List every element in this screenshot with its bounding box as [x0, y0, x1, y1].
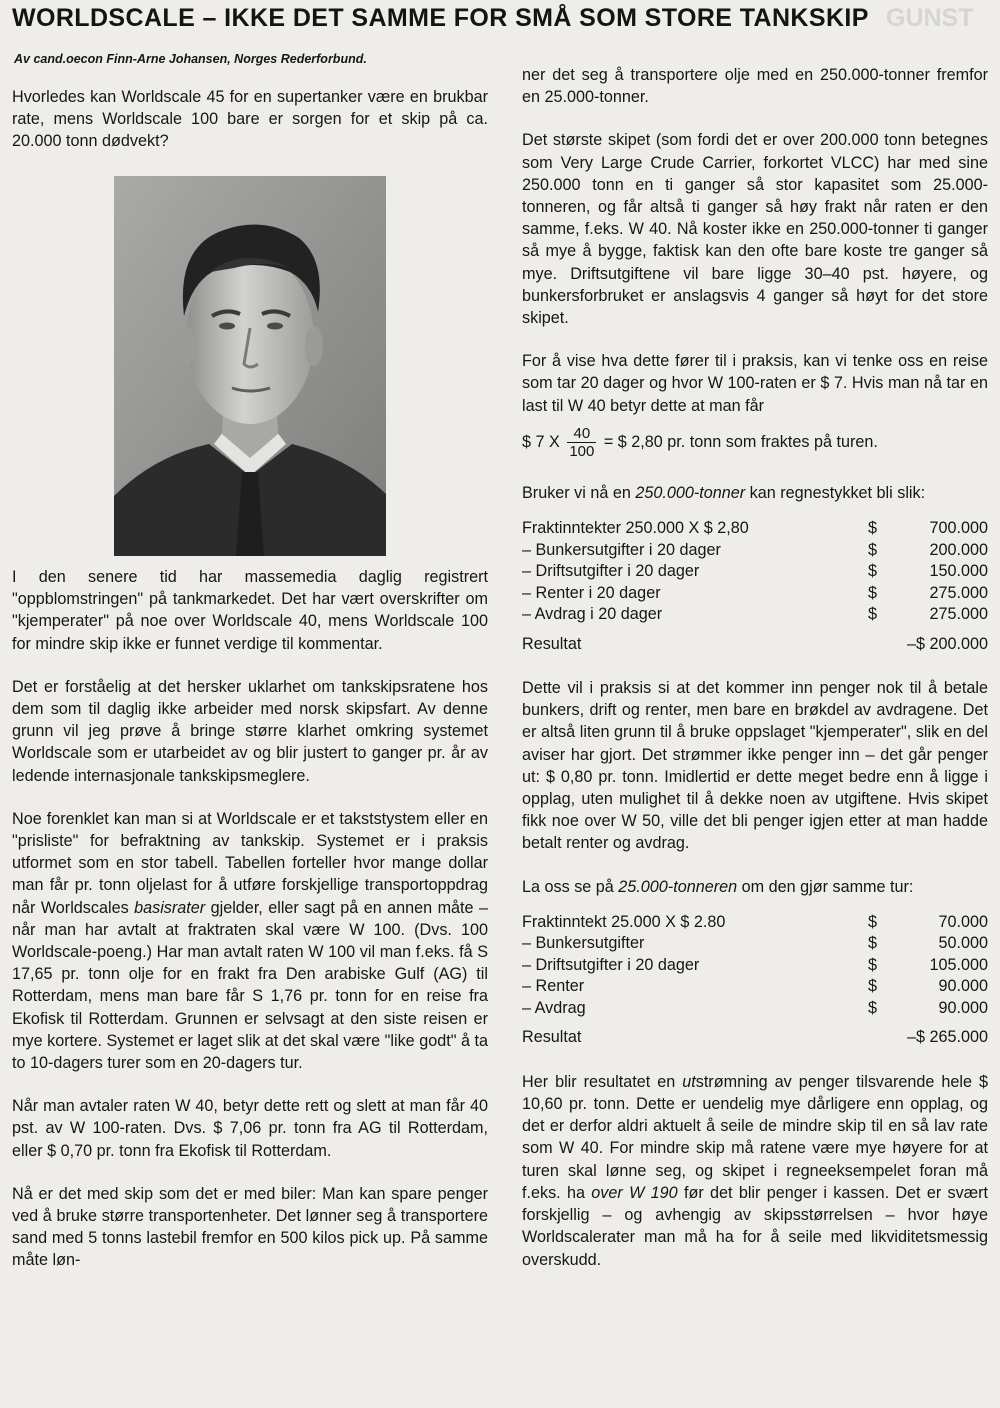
ledger-amount: 200.000 [929, 540, 988, 559]
formula-prefix: $ 7 X [522, 432, 560, 451]
ledger-label: – Bunkersutgifter [522, 934, 645, 953]
ledger-row [522, 518, 988, 540]
ledger-row [522, 955, 988, 977]
ledger-currency: $ [868, 562, 878, 581]
ledger-row [522, 998, 988, 1020]
ledger-result-row [522, 626, 988, 656]
paragraph-large-ship-intro [522, 482, 988, 504]
text-run: før det blir penger i kassen. Det er svært forskjellig – og avhengig av skipsstørrelsen – hvor høye Worldscalerater man må ha for å seile med likviditetsmessig overskudd. [522, 1183, 988, 1269]
ledger-currency: $ [868, 519, 878, 538]
ledger-row [522, 583, 988, 605]
portrait-illustration [114, 176, 386, 556]
ledger-amount: 275.000 [929, 583, 988, 602]
article-headline: WORLDSCALE – IKKE DET SAMME FOR SMÅ SOM STORE TANKSKIP [12, 4, 869, 32]
ledger-currency: $ [868, 583, 878, 602]
ledger-row [522, 561, 988, 583]
ledger-label: – Avdrag i 20 dager [522, 605, 663, 624]
ledger-amount: 90.000 [938, 998, 988, 1017]
ledger-label: – Renter [522, 977, 585, 996]
right-column [522, 64, 988, 1292]
bleed-through-heading: GUNST [886, 4, 974, 32]
ledger-row [522, 540, 988, 562]
ledger-currency: $ [868, 912, 878, 931]
ledger-amount: 70.000 [938, 912, 988, 931]
emphasis-over-w190: over W 190 [591, 1183, 678, 1202]
left-column-body [12, 566, 488, 1293]
author-portrait-photo [114, 176, 386, 556]
paragraph-small-ship-intro [522, 876, 988, 898]
ledger-amount: 105.000 [929, 955, 988, 974]
ledger-currency: $ [868, 977, 878, 996]
paragraph-continuation: ner det seg å transportere olje med en 250.000-tonner fremfor en 25.000-tonner. [522, 66, 988, 107]
text-run: La oss se på [522, 877, 619, 896]
fraction-denominator: 100 [569, 442, 595, 460]
ledger-currency: $ [868, 998, 878, 1017]
emphasis-250000: 250.000-tonner [635, 483, 746, 502]
ledger-label: Fraktinntekter 250.000 X $ 2,80 [522, 519, 749, 538]
ledger-currency: $ [868, 934, 878, 953]
text-run: kan regnestykket bli slik: [745, 483, 926, 502]
paragraph-uncertainty: Det er forståelig at det hersker uklarhet om tankskipsratene hos dem som til daglig ikke arbeider med norsk skipsfart. Av denne grunn vil jeg prøve å bringe større klarhet omkring systemet Worldscale som er utarbeidet av og blir justert to ganger pr. år av ledende internasjonale tankskipsmeglere. [12, 677, 488, 785]
paragraph-w40: Når man avtaler raten W 40, betyr dette rett og slett at man får 40 pst. av W 100-raten. Dvs. $ 7,06 pr. tonn fra AG til Rotterdam, eller $ 0,70 pr. tonn fra Ekofisk til Rotterdam. [12, 1097, 488, 1160]
formula-fraction [567, 425, 596, 460]
ledger-row [522, 604, 988, 626]
emphasis-25000: 25.000-tonneren [618, 877, 738, 896]
ledger-label: – Driftsutgifter i 20 dager [522, 562, 700, 581]
ledger-result-label: Resultat [522, 1028, 582, 1047]
paragraph-example-intro: For å vise hva dette fører til i praksis, kan vi tenke oss en reise som tar 20 dager og hvor W 100-raten er $ 7. Hvis man nå tar en last til W 40 betyr dette at man får [522, 352, 988, 415]
rate-formula [522, 425, 988, 460]
ledger-result-label: Resultat [522, 634, 582, 653]
ledger-label: – Bunkersutgifter i 20 dager [522, 540, 721, 559]
ledger-amount: 150.000 [929, 562, 988, 581]
text-run: gjelder, eller sagt på en annen måte – når man har avtalt at fraktraten skal være W 100. (Dvs. 100 Worldscale-poeng.) Har man avtalt raten W 100 vil man f.eks. få S 17,65 pr. tonn olje for en frakt fra Den arabiske Gulf (AG) til Rotterdam, mens man bare får S 1,76 pr. tonn for en reise fra Ekofisk til Rotterdam. Grunnen er selvsagt at den siste reisen er mye kortere. Systemet er laget slik at det skal være "like godt" å ta to 10-dagers turer som en 20-dagers tur. [12, 898, 488, 1073]
left-column-intro [12, 86, 488, 174]
article-byline: Av cand.oecon Finn-Arne Johansen, Norges Rederforbund. [14, 52, 367, 66]
ledger-label: Fraktinntekt 25.000 X $ 2.80 [522, 912, 726, 931]
ledger-amount: 700.000 [929, 519, 988, 538]
ledger-large-ship [522, 518, 988, 655]
paragraph-vlcc: Det største skipet (som fordi det er over 200.000 tonn betegnes som Very Large Crude Carrier, forkortet VLCC) har med sine 250.000 tonn en ti ganger så stor kapasitet som 25.000-tonneren, og får altså ti ganger så høy frakt når raten er den samme, f.eks. W 40. Nå koster ikke en 250.000-tonner ti ganger så mye å bygge, faktisk kan den ofte bare koste tre ganger så mye. Driftsutgiftene vil bare ligge 30–40 pst. høyere, og bunkersforbruket er anslagsvis 4 ganger så høyt for det store skipet. [522, 131, 988, 328]
ledger-amount: 275.000 [929, 605, 988, 624]
ledger-result-row [522, 1019, 988, 1049]
paragraph-worldscale-system [12, 808, 488, 1074]
text-run: Noe forenklet kan man si at Worldscale er et takststystem eller en "prisliste" for befraktning av tankskip. Systemet er i praksis utformet som en stor tabell. Tabellen forteller hvor mange dollar man får pr. tonn oljelast for å utføre forskjellige transportoppdrag når Worldscales [12, 809, 488, 917]
ledger-label: – Renter i 20 dager [522, 583, 661, 602]
ledger-label: – Avdrag [522, 998, 586, 1017]
emphasis-basisrater: basisrater [134, 898, 206, 917]
text-run: Bruker vi nå en [522, 483, 636, 502]
text-run: strømning av penger tilsvarende hele $ 10,60 pr. tonn. Dette er uendelig mye dårligere enn opplag, og det er derfor aldri aktuelt å seile de mindre skip til en så lav rate som W 40. For mindre skip må ratene være mye høyere for at turen skal lønne seg, og skipet i regneeksempelet foran må f.eks. ha [522, 1072, 988, 1202]
paragraph-ships-cars: Nå er det med skip som det er med biler: Man kan spare penger ved å bruke større transportenheter. Det lønner seg å transportere sand med 5 tonns lastebil fremfor en 500 kilos pick up. På samme måte løn- [12, 1184, 488, 1270]
ledger-row [522, 912, 988, 934]
ledger-small-ship [522, 912, 988, 1049]
ledger-row [522, 976, 988, 998]
ledger-result-amount: –$ 265.000 [906, 1028, 988, 1047]
ledger-currency: $ [868, 540, 878, 559]
ledger-label: – Driftsutgifter i 20 dager [522, 955, 700, 974]
ledger-currency: $ [868, 605, 878, 624]
ledger-currency: $ [868, 955, 878, 974]
text-run: Her blir resultatet en [522, 1072, 683, 1091]
emphasis-ut: ut [682, 1072, 696, 1091]
formula-suffix: = $ 2,80 pr. tonn som fraktes på turen. [603, 432, 878, 451]
ledger-amount: 50.000 [938, 934, 988, 953]
intro-paragraph: Hvorledes kan Worldscale 45 for en supertanker være en brukbar rate, mens Worldscale 100 bare er sorgen for et skip på ca. 20.000 tonn dødvekt? [12, 88, 488, 151]
text-run: om den gjør samme tur: [737, 877, 914, 896]
fraction-numerator: 40 [567, 425, 596, 443]
ledger-result-amount: –$ 200.000 [906, 634, 988, 653]
paragraph-large-ship-analysis: Dette vil i praksis si at det kommer inn penger nok til å betale bunkers, drift og renter, men bare en brøkdel av avdragene. Det er altså liten grunn til å bruke oppslaget "kjemperater", slik en del aviser har gjort. Det strømmer ikke penger inn – det går penger ut: $ 0,80 pr. tonn. Imidlertid er dette meget bedre enn å ligge i opplag, uten mulighet til å dekke noen av utgiftene. Hvis skipet fikk noe over W 50, ville det bli penger igjen etter at man hadde betalt renter og avdrag. [522, 679, 988, 853]
ledger-row [522, 933, 988, 955]
paragraph-media: I den senere tid har massemedia daglig registrert "oppblomstringen" på tankmarkedet. Det har vært overskrifter om "kjemperater" på noe over Worldscale 40, mens Worldscale 100 for mindre skip ikke er funnet verdige til kommentar. [12, 568, 488, 653]
ledger-amount: 90.000 [938, 977, 988, 996]
paragraph-conclusion [522, 1071, 988, 1271]
